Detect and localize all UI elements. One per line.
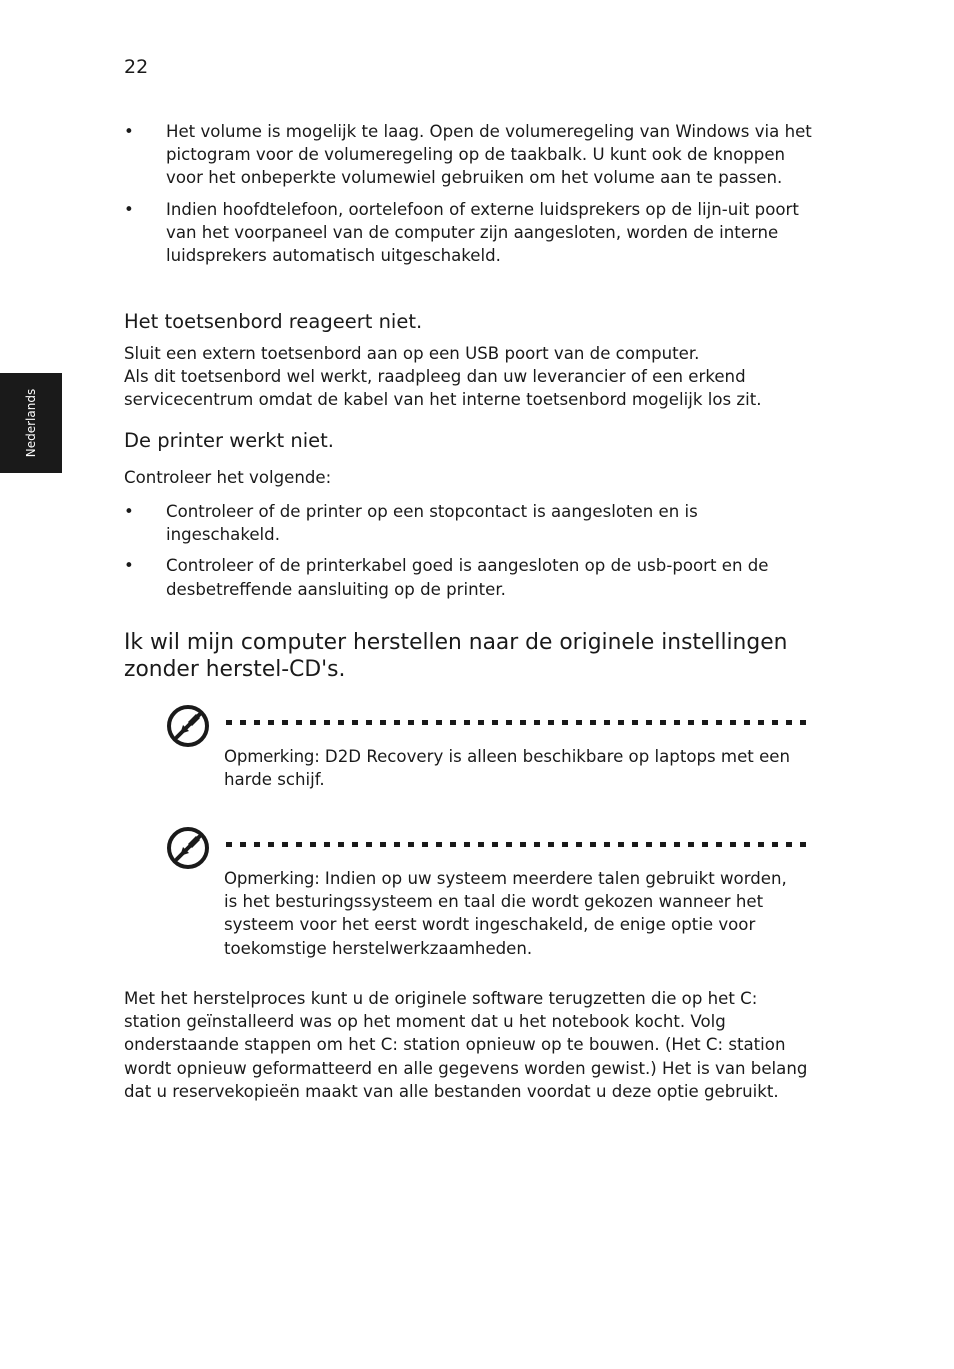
list-item: • Het volume is mogelijk te laag. Open de volumeregeling van Windows via het pictogram voor de volumeregeling op de taakbalk. U kunt ook de knoppen voor het onbeperkte volumewiel gebruiken om het volume aan te passen. bbox=[124, 120, 814, 190]
language-side-tab-label: Nederlands bbox=[24, 388, 38, 458]
note-label: Opmerking: bbox=[224, 747, 320, 766]
restore-heading: Ik wil mijn computer herstellen naar de originele instellingen zonder herstel-CD's. bbox=[124, 630, 788, 682]
list-item: • Indien hoofdtelefoon, oortelefoon of externe luidsprekers op de lijn-uit poort van het voorpaneel van de computer zijn aangesloten, worden de interne luidsprekers automatisch uitgeschakeld. bbox=[124, 198, 814, 268]
note-label: Opmerking: bbox=[224, 869, 320, 888]
list-item: • Controleer of de printerkabel goed is aangesloten op de usb-poort en de desbetreffende aansluiting op de printer. bbox=[124, 554, 814, 600]
note-divider bbox=[226, 842, 810, 847]
keyboard-line-1: Sluit een extern toetsenbord aan op een USB poort van de computer. bbox=[124, 344, 700, 363]
printer-intro: Controleer het volgende: bbox=[124, 468, 332, 487]
note-icon bbox=[166, 704, 210, 748]
volume-tips-list bbox=[124, 120, 814, 275]
note-body: D2D Recovery is alleen beschikbare op laptops met een harde schijf. bbox=[224, 747, 791, 790]
restore-paragraph: Met het herstelproces kunt u de originele software terugzetten die op het C: station geïnstalleerd was op het moment dat u het notebook kocht. Volg onderstaande stappen om het C: station opnieuw op te bouwen. (Het C: station wordt opnieuw geformatteerd en alle gegevens worden gewist.) Het is van belang dat u reservekopieën maakt van alle bestanden voordat u deze optie gebruikt. bbox=[124, 989, 808, 1101]
note-text bbox=[224, 867, 804, 960]
note-icon bbox=[166, 826, 210, 870]
page-number: 22 bbox=[124, 56, 149, 78]
note-body: Indien op uw systeem meerdere talen gebruikt worden, is het besturingssysteem en taal die wordt gekozen wanneer het systeem voor het eerst wordt ingeschakeld, de enige optie voor toekomstige herstelwerkzaamheden. bbox=[224, 869, 787, 958]
keyboard-line-2: Als dit toetsenbord wel werkt, raadpleeg dan uw leverancier of een erkend servicecentrum omdat de kabel van het interne toetsenbord mogelijk los zit. bbox=[124, 367, 762, 410]
note-divider bbox=[226, 720, 810, 725]
printer-heading: De printer werkt niet. bbox=[124, 429, 334, 452]
language-side-tab bbox=[0, 373, 62, 473]
note-text bbox=[224, 745, 804, 791]
list-item: • Controleer of de printer op een stopcontact is aangesloten en is ingeschakeld. bbox=[124, 500, 814, 546]
keyboard-heading: Het toetsenbord reageert niet. bbox=[124, 310, 423, 333]
printer-check-list bbox=[124, 500, 814, 609]
